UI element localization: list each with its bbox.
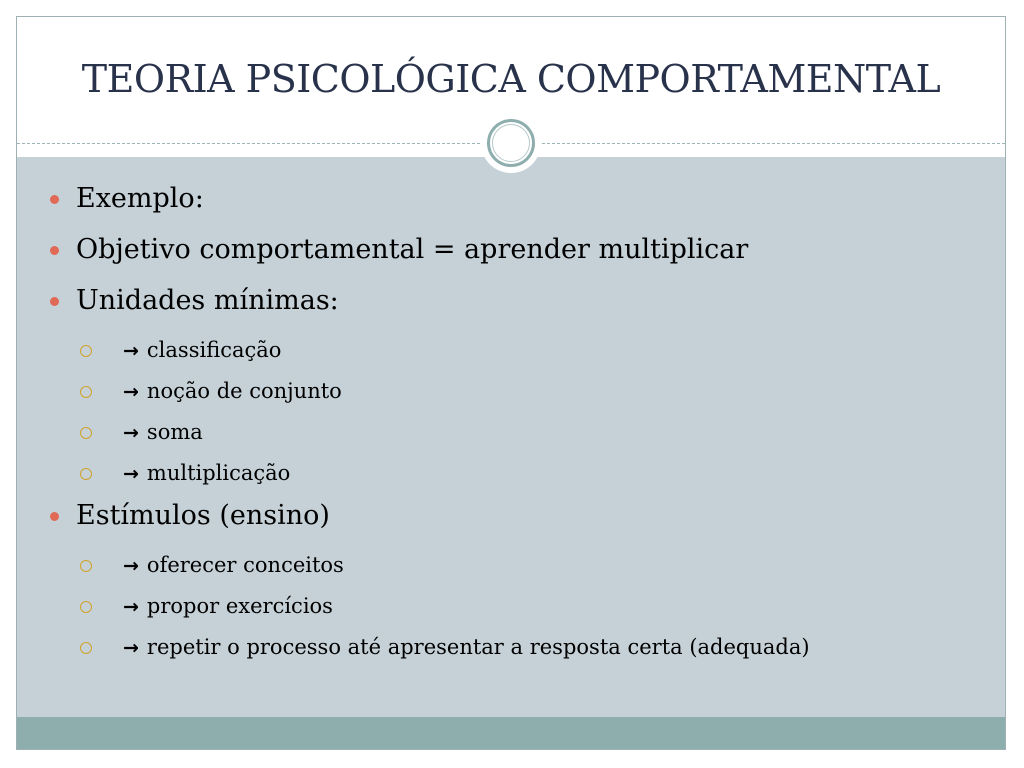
right-arrow-icon: → — [123, 381, 139, 403]
bullet-item-exemplo — [17, 181, 1005, 232]
sub-bullet-text: propor exercícios — [146, 594, 333, 618]
hollow-circle-bullet-icon — [80, 345, 92, 357]
sub-bullet-item — [17, 375, 1005, 416]
filled-circle-bullet-icon — [50, 195, 59, 204]
sub-bullet-item — [17, 549, 1005, 590]
hollow-circle-bullet-icon — [80, 601, 92, 613]
sub-bullet-text: classificação — [146, 338, 282, 362]
bullet-text: Unidades mínimas: — [76, 285, 339, 316]
hollow-circle-bullet-icon — [80, 468, 92, 480]
right-arrow-icon: → — [123, 422, 139, 444]
slide-frame — [16, 16, 1006, 750]
sub-bullet-item — [17, 631, 1005, 672]
sub-bullet-text: repetir o processo até apresentar a resposta certa (adequada) — [146, 635, 810, 659]
right-arrow-icon: → — [123, 596, 139, 618]
hollow-circle-bullet-icon — [80, 560, 92, 572]
bullet-text: Objetivo comportamental = aprender multiplicar — [76, 234, 749, 265]
filled-circle-bullet-icon — [50, 297, 59, 306]
sub-bullet-item — [17, 334, 1005, 375]
footer-bar — [17, 717, 1005, 750]
slide-title: TEORIA PSICOLÓGICA COMPORTAMENTAL — [81, 57, 941, 101]
bullet-text: Estímulos (ensino) — [76, 500, 330, 531]
right-arrow-icon: → — [123, 340, 139, 362]
sub-bullet-item — [17, 416, 1005, 457]
bullet-list — [17, 181, 1005, 672]
hollow-circle-bullet-icon — [80, 427, 92, 439]
sub-bullet-text: multiplicação — [146, 461, 291, 485]
sub-bullet-text: noção de conjunto — [146, 379, 342, 403]
bullet-item-estimulos — [17, 498, 1005, 549]
right-arrow-icon: → — [123, 637, 139, 659]
hollow-circle-bullet-icon — [80, 642, 92, 654]
right-arrow-icon: → — [123, 463, 139, 485]
sub-bullet-item — [17, 457, 1005, 498]
bullet-text: Exemplo: — [76, 183, 204, 214]
inner-circle-icon — [492, 124, 530, 162]
right-arrow-icon: → — [123, 555, 139, 577]
bullet-item-objetivo — [17, 232, 1005, 283]
bullet-item-unidades — [17, 283, 1005, 334]
sub-bullet-text: oferecer conceitos — [146, 553, 344, 577]
hollow-circle-bullet-icon — [80, 386, 92, 398]
filled-circle-bullet-icon — [50, 246, 59, 255]
sub-bullet-text: soma — [146, 420, 203, 444]
filled-circle-bullet-icon — [50, 512, 59, 521]
sub-bullet-item — [17, 590, 1005, 631]
